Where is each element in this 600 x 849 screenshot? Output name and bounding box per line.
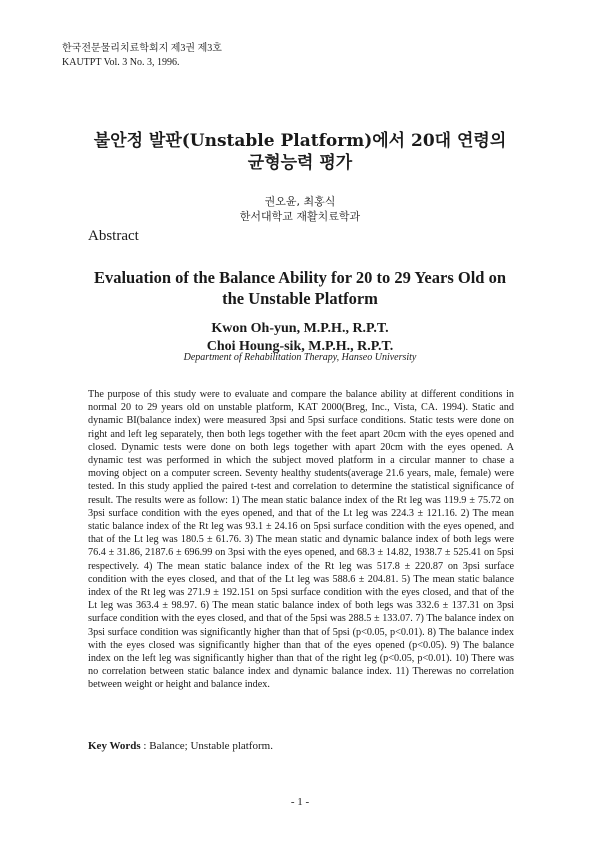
english-title [0,267,600,309]
journal-header [62,42,222,70]
korean-authors [0,194,600,224]
korean-affiliation: 한서대학교 재활치료학과 [239,210,361,223]
keywords-text: Balance; Unstable platform. [149,740,273,752]
keywords-separator: : [140,740,150,752]
journal-name-english: KAUTPT Vol. 3 No. 3, 1996. [62,57,180,68]
korean-title-line-1: 불안정 발판(Unstable Platform)에서 20대 연령의 [93,131,507,151]
author-1: Kwon Oh-yun, M.P.H., R.P.T. [211,321,389,336]
abstract-heading: Abstract [88,228,139,244]
korean-title [0,130,600,174]
page-number: - 1 - [290,796,310,808]
english-affiliation: Department of Rehabilitation Therapy, Hanseo University [183,352,417,363]
author-2: Choi Houng-sik, M.P.H., R.P.T. [206,339,394,354]
english-title-line-2: the Unstable Platform [222,289,378,308]
korean-author-names: 권오윤, 최홍식 [264,195,336,208]
journal-name-korean: 한국전문물리치료학회지 제3권 제3호 [62,43,222,54]
korean-title-line-2: 균형능력 평가 [247,153,353,173]
keywords-line [88,740,273,752]
keywords-label: Key Words [88,740,141,752]
english-authors [0,320,600,356]
abstract-body: The purpose of this study were to evaluate and compare the balance ability at different conditions in normal 20 to 29 years old on unstable platform, KAT 2000(Breg, Inc., Vista, CA. 1994). Static and dynamic BI(balance index) were measured 3psi and 5psi surface conditions. Static tests were done on right and left leg separately, then both legs together with the feet apart 20cm with the eyes opened and closed. Dynamic tests were done on both legs together with apart 20cm with the eyes opened. A dynamic test was performed in which the subject moved platform in a circular manner to chase a moving object on a computer screen. Seventy healthy students(average 21.6 years, male, female) were tested. In this study applied the paired t-test and correlation to determine the statistical significance of result. The results were as follow: 1) The mean static balance index of the Rt leg was 119.9 ± 75.72 on 3psi surface condition with the eyes opened, and that of the Lt leg was 224.3 ± 121.16. 2) The mean static balance index of the Rt leg was 93.1 ± 24.16 on 5psi surface condition with the eyes opened, and that of the Lt leg was 180.5 ± 61.76. 3) The mean static and dynamic balance index of both legs were 76.4 ± 31.86, 2187.6 ± 696.99 on 3psi with the eyes opened, and 68.3 ± 14.82, 1938.7 ± 525.41 on 5psi respectively. 4) The mean static balance index of the Rt leg was 517.8 ± 220.87 on 3psi surface condition with the eyes closed, and that of the Lt leg was 588.6 ± 204.81. 5) The mean static balance index of the Rt leg was 271.9 ± 192.151 on 5psi surface condition with the eyes closed, and that of the Lt leg was 363.4 ± 98.97. 6) The mean static balance index of both legs was 332.6 ± 137.31 on 3psi surface condition with the eyes closed, and that of the 5psi was 288.5 ± 133.07. 7) The balance index on 3psi surface condition was significantly higher than that of 5psi (p<0.05, p<0.01). 8) The balance index with the eyes closed was significantly higher than that of the eyes opened (p<0.05). 9) The balance index on the left leg was significantly higher than that of the right leg (p<0.05, p<0.01). 10) There was no correlation between static balance index and dynamic balance index. 11) Therewas no correlation between weight or height and balance index. [88,389,514,691]
english-title-line-1: Evaluation of the Balance Ability for 20 to 29 Years Old on [93,268,507,287]
